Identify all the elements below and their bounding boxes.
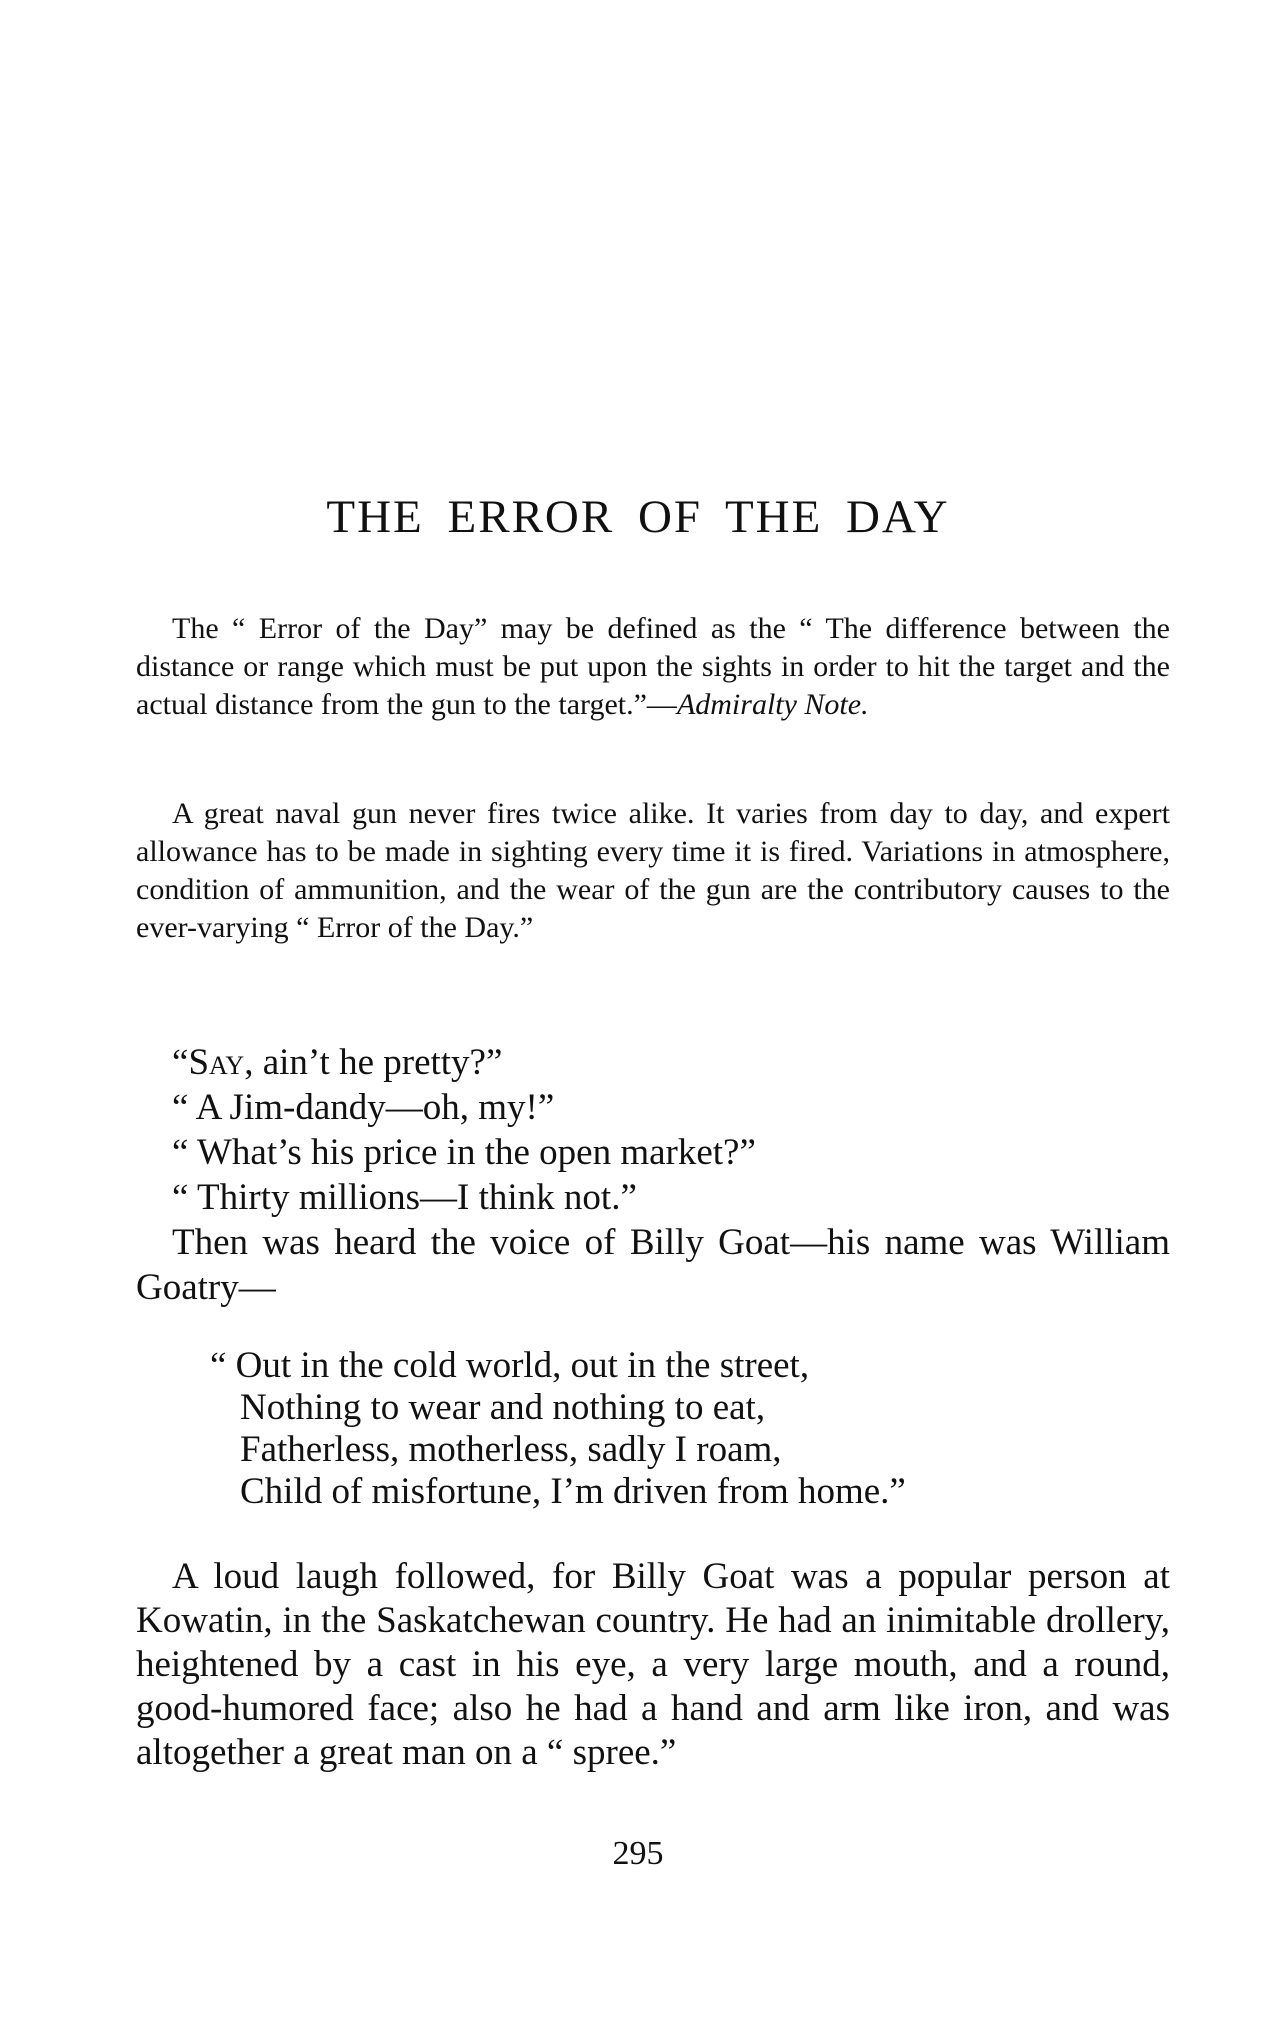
epigraph-source: Admiralty Note. <box>676 688 869 721</box>
dialogue-line <box>136 1040 1170 1085</box>
chapter-title: THE ERROR OF THE DAY <box>326 491 950 543</box>
verse-line: Fatherless, motherless, sadly I roam, <box>240 1429 782 1470</box>
epigraph-definition <box>136 610 1170 724</box>
dialogue-line: “ A Jim-dandy—oh, my!” <box>172 1087 555 1128</box>
closing-paragraph: A loud laugh followed, for Billy Goat was a popular person at Kowatin, in the Saskatchewan country. He had an inimitable drollery, heightened by a cast in his eye, a very large mouth, and a round, good-humored face; also he had a hand and arm like iron, and was altogether a great man on a “ spree.” <box>136 1556 1170 1773</box>
dialogue-line: “ What’s his price in the open market?” <box>172 1132 756 1173</box>
epigraph-explanation <box>136 795 1170 947</box>
dialogue-block <box>136 1040 1170 1310</box>
dialogue-line-rest: , ain’t he pretty?” <box>244 1042 503 1083</box>
dialogue-line: “ Thirty millions—I think not.” <box>172 1177 637 1218</box>
epigraph-explanation-text: A great naval gun never fires twice alike. It varies from day to day, and expert allowance has to be made in sighting every time it is fired. Variations in atmosphere, condition of ammunition, and the wear of the gun are the contributory causes to the ever-varying “ Error of the Day.” <box>136 797 1170 944</box>
epigraph-definition-text: The “ Error of the Day” may be defined as the “ The difference between the distance or range which must be put upon the sights in order to hit the target and the actual distance from the gun to the target.”— <box>136 612 1170 721</box>
dialogue-quote-mark: “ <box>172 1042 189 1083</box>
verse-block <box>210 1345 1110 1513</box>
verse-line: Nothing to wear and nothing to eat, <box>240 1387 766 1428</box>
dialogue-small-caps: Say <box>188 1042 245 1083</box>
dialogue-paragraph: Then was heard the voice of Billy Goat—his name was William Goatry— <box>136 1222 1170 1308</box>
verse-line: Child of misfortune, I’m driven from home.” <box>240 1471 906 1512</box>
page-number: 295 <box>612 1835 664 1872</box>
verse-line: “ Out in the cold world, out in the street, <box>210 1345 810 1386</box>
